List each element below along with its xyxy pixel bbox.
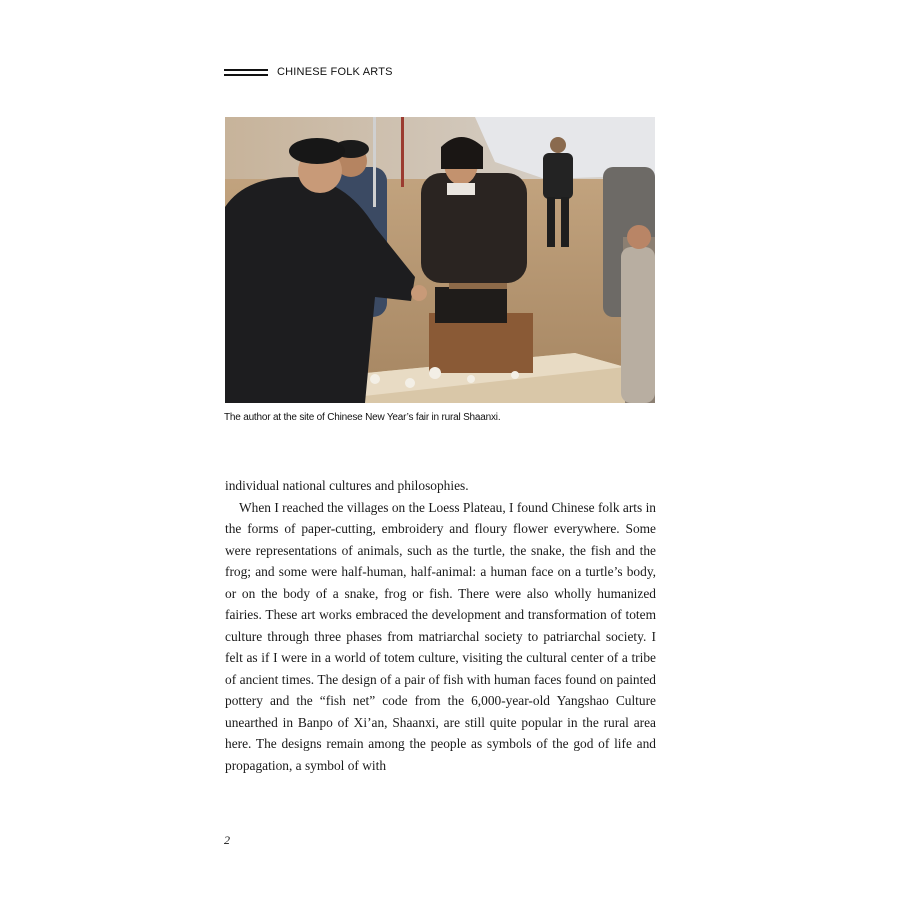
paragraph: When I reached the villages on the Loess Plateau, I found Chinese folk arts in the forms of paper-cutting, embroidery and floury flower everywhere. Some were representations of animals, such as the turtle, the snake, the fish and the frog; and some were half-human, half-animal: a human face on a turtle’s body, or on the body of a snake, frog or fish. There were also wholly humanized fairies. These art works embraced the development and transformation of totem culture through three phases from matriarchal society to patriarchal society. I felt as if I were in a world of totem culture, visiting the cultural center of a tribe of ancient times. The design of a pair of fish with human faces found on painted pottery and the “fish net” code from the 6,000-year-old Yangshao Culture unearthed in Banpo of Xi’an, Shaanxi, are still quite popular in the rural area here. The designs remain among the people as symbols of the god of life and propagation, a symbol of with bbox=[225, 499, 656, 773]
photo-caption: The author at the site of Chinese New Year’s fair in rural Shaanxi. bbox=[224, 412, 501, 423]
body-text bbox=[225, 475, 656, 776]
child-figure bbox=[621, 247, 655, 403]
paragraph: individual national cultures and philosophies. bbox=[225, 478, 469, 493]
fair-photograph bbox=[225, 117, 655, 403]
header-rule bbox=[224, 69, 268, 77]
page-number: 2 bbox=[224, 833, 230, 847]
background-man bbox=[543, 153, 573, 199]
running-header: CHINESE FOLK ARTS bbox=[277, 66, 393, 78]
